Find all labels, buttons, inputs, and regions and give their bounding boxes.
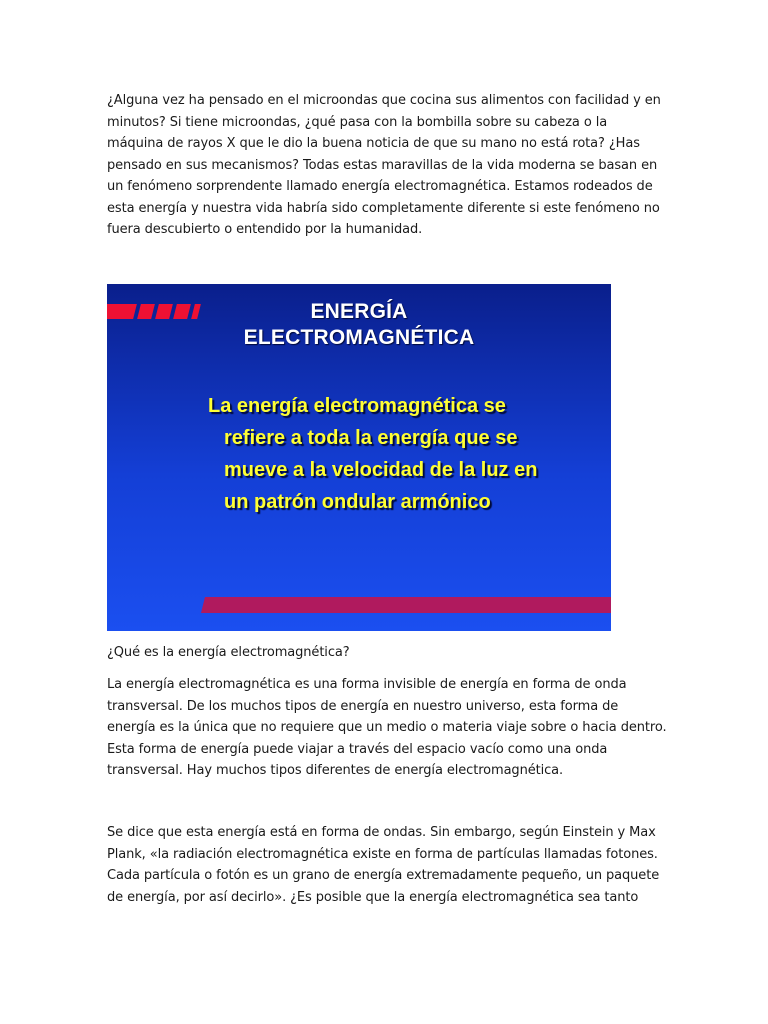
- slide-bottom-bar: [201, 597, 611, 613]
- slide-title-line-1: ENERGÍA: [310, 300, 408, 323]
- slide-body-line-4: un patrón ondular armónico: [224, 491, 491, 513]
- slide-title-line-2: ELECTROMAGNÉTICA: [243, 326, 475, 349]
- definition-paragraph: La energía electromagnética es una forma invisible de energía en forma de onda transversal. De los muchos tipos de energía en nuestro universo, esta forma de energía es la única que no requiere que un medio o materia viaje sobre o hacia dentro. Esta forma de energía puede viajar a través del espacio vacío como una onda transversal. Hay muchos tipos diferentes de energía electromagnética.: [107, 677, 667, 778]
- slide-body-line-3: mueve a la velocidad de la luz en: [224, 459, 538, 481]
- question-heading: ¿Qué es la energía electromagnética?: [107, 645, 350, 660]
- slide-body-line-1: La energía electromagnética se: [208, 395, 506, 417]
- photon-paragraph: Se dice que esta energía está en forma de ondas. Sin embargo, según Einstein y Max Plank, «la radiación electromagnética existe en forma de partículas llamadas fotones. Cada partícula o fotón es un grano de energía extremadamente pequeño, un paquete de energía, por así decirlo». ¿Es posible que la energía electromagnética sea tanto: [107, 825, 660, 905]
- slide-image: [107, 284, 611, 631]
- slide-body-line-2: refiere a toda la energía que se: [224, 427, 518, 449]
- intro-paragraph: ¿Alguna vez ha pensado en el microondas que cocina sus alimentos con facilidad y en minutos? Si tiene microondas, ¿qué pasa con la bombilla sobre su cabeza o la máquina de rayos X que le dio la buena noticia de que su mano no está rota? ¿Has pensado en sus mecanismos? Todas estas maravillas de la vida moderna se basan en un fenómeno sorprendente llamado energía electromagnética. Estamos rodeados de esta energía y nuestra vida habría sido completamente diferente si este fenómeno no fuera descubierto o entendido por la humanidad.: [107, 93, 661, 237]
